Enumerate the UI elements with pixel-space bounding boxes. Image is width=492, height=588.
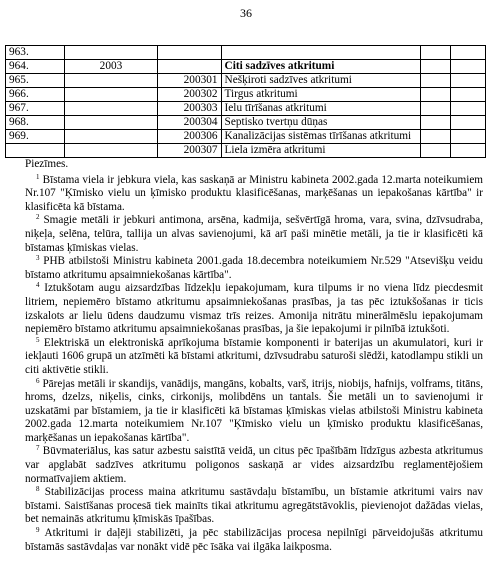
empty-cell — [421, 60, 451, 74]
footnote-mark: 7 — [36, 444, 40, 453]
notes-section — [25, 158, 483, 554]
waste-name-cell: Tirgus atkritumi — [221, 88, 421, 102]
row-number-cell: 963. — [6, 46, 65, 60]
footnote-text: Atkritumi ir daļēji stabilizēti, ja pēc stabilizācijas procesa nepilnīgi pārveidojušās atkritumu bīstamās sastāvdaļas var nonākt vidē pēc īsāka vai ilgāka laikposma. — [25, 527, 483, 553]
footnote-text: Bīstama viela ir jebkura viela, kas saskaņā ar Ministru kabineta 2002.gada 12.marta noteikumiem Nr.107 "Ķīmisko vielu un ķīmisko produktu klasificēšanas, marķēšanas un iepakošanas kārtība" ir klasificēta kā bīstama. — [25, 173, 483, 213]
footnote-text: Būvmateriālus, kas satur azbestu saistītā veidā, un citus pēc īpašībām līdzīgus azbesta atkritumus var apglabāt sadzīves atkritumu poligonos saskaņā ar vides aizsardzību reglamentējošiem normatīvajiem aktiem. — [25, 445, 484, 485]
footnote-text: Smagie metāli ir jebkuri antimona, arsēna, kadmija, sešvērtīgā hroma, vara, svina, dzīvsudraba, niķeļa, selēna, telūra, tallija un alvas savienojumi, kā arī paši minētie metāli, ja tie ir klasificēti kā bīstamas ķīmiskas vielas. — [25, 214, 483, 254]
waste-name-cell: Septisko tvertņu dūņas — [221, 116, 421, 130]
waste-name-cell: Ielu tīrīšanas atkritumi — [221, 102, 421, 116]
footnote — [25, 486, 483, 527]
group-code-cell — [64, 74, 157, 88]
row-number-cell — [6, 144, 65, 158]
footnote — [25, 174, 483, 215]
table-row — [6, 102, 486, 116]
empty-cell — [421, 116, 451, 130]
empty-cell — [450, 116, 485, 130]
waste-code-cell: 200301 — [157, 74, 221, 88]
empty-cell — [450, 102, 485, 116]
footnote-text: Pārejas metāli ir skandijs, vanādijs, mangāns, kobalts, varš, itrijs, niobijs, hafnijs, volframs, titāns, hroms, dzelzs, niķelis, cinks, cirkonijs, molibdēns un tantals. Šie metāli un to savienojumi ir uzskatāmi par bīstamiem, ja tie ir klasificēti kā bīstamas ķīmiskas vielas atbilstoši Ministru kabineta 2002.gada 12.marta noteikumiem Nr.107 "Ķīmisko vielu un ķīmisko produktu klasificēšanas, marķēšanas un iepakošanas kārtība". — [25, 377, 484, 444]
row-number-cell: 964. — [6, 60, 65, 74]
row-number-cell: 966. — [6, 88, 65, 102]
group-code-cell — [64, 88, 157, 102]
footnote — [25, 214, 483, 255]
footnote — [25, 378, 483, 446]
row-number-cell: 968. — [6, 116, 65, 130]
empty-cell — [421, 74, 451, 88]
group-code-cell — [64, 116, 157, 130]
waste-name-cell: Citi sadzīves atkritumi — [221, 60, 421, 74]
waste-name-cell: Nešķiroti sadzīves atkritumi — [221, 74, 421, 88]
waste-code-cell: 200304 — [157, 116, 221, 130]
empty-cell — [421, 102, 451, 116]
empty-cell — [421, 144, 451, 158]
footnote-text: Iztukšotam augu aizsardzības līdzekļu iepakojumam, kura tilpums ir no viena līdz piecdesmit litriem, nepiemēro bīstamo atkritumu apsaimniekošanas prasības, ja tas pēc iztukšošanas ir ticis izskalots ar lielu ūdens daudzumu vismaz trīs reizes. Amonija nitrātu minerālmēslu iepakojumam nepiemēro bīstamo atkritumu apsaimniekošanas prasības, ja šie iepakojumi ir pilnībā iztukšoti. — [25, 282, 483, 336]
footnote-text: Elektriskā un elektroniskā aprīkojuma bīstamie komponenti ir baterijas un akumulatori, kuri ir iekļauti 1606 grupā un atzīmēti kā bīstami atkritumi, dzīvsudrabu saturoši slēdži, katodlampu stikli un citi aktivētie stikli. — [25, 336, 484, 376]
table-row — [6, 60, 486, 74]
group-code-cell — [64, 46, 157, 60]
table-row — [6, 144, 486, 158]
footnote — [25, 282, 483, 336]
table-row — [6, 74, 486, 88]
waste-code-cell: 200303 — [157, 102, 221, 116]
empty-cell — [450, 46, 485, 60]
footnote — [25, 337, 483, 378]
footnote-mark: 5 — [36, 335, 40, 344]
footnote-mark: 1 — [36, 172, 40, 181]
empty-cell — [450, 60, 485, 74]
row-number-cell: 967. — [6, 102, 65, 116]
waste-code-cell — [157, 60, 221, 74]
row-number-cell: 969. — [6, 130, 65, 144]
group-code-cell — [64, 144, 157, 158]
waste-code-cell: 200306 — [157, 130, 221, 144]
footnote-mark: 9 — [36, 526, 40, 535]
footnote — [25, 445, 483, 486]
footnote-text: Stabilizācijas process maina atkritumu sastāvdaļu bīstamību, un bīstamie atkritumi vairs nav bīstami. Saistīšanas procesā tiek mainīts tikai atkritumu agregātstāvoklis, pievienojot dažādas vielas, bet nemainās atkritumu ķīmiskās īpašības. — [25, 486, 483, 526]
group-code-cell — [64, 130, 157, 144]
footnote — [25, 527, 483, 554]
footnote-mark: 3 — [36, 254, 40, 263]
table-body — [6, 46, 486, 158]
waste-table — [5, 45, 486, 158]
notes-list — [25, 174, 483, 555]
table-row — [6, 116, 486, 130]
footnote-mark: 6 — [36, 376, 40, 385]
waste-name-cell: Kanalizācijas sistēmas tīrīšanas atkritumi — [221, 130, 421, 144]
group-code-cell — [64, 102, 157, 116]
footnote — [25, 255, 483, 282]
footnote-mark: 2 — [36, 213, 40, 222]
row-number-cell: 965. — [6, 74, 65, 88]
waste-name-cell: Liela izmēra atkritumi — [221, 144, 421, 158]
waste-code-cell: 200302 — [157, 88, 221, 102]
page-number: 36 — [240, 6, 252, 20]
footnote-mark: 8 — [36, 485, 40, 494]
empty-cell — [450, 74, 485, 88]
empty-cell — [450, 88, 485, 102]
waste-code-cell — [157, 46, 221, 60]
empty-cell — [421, 88, 451, 102]
waste-code-cell: 200307 — [157, 144, 221, 158]
empty-cell — [421, 130, 451, 144]
table-row — [6, 130, 486, 144]
table-row — [6, 88, 486, 102]
footnote-mark: 4 — [36, 281, 40, 290]
group-code-cell: 2003 — [64, 60, 157, 74]
table-row — [6, 46, 486, 60]
empty-cell — [421, 46, 451, 60]
empty-cell — [450, 144, 485, 158]
empty-cell — [450, 130, 485, 144]
waste-name-cell — [221, 46, 421, 60]
footnote-text: PHB atbilstoši Ministru kabineta 2001.gada 18.decembra noteikumiem Nr.529 "Atsevišķu veidu bīstamo atkritumu apsaimniekošanas kārtība". — [25, 255, 483, 281]
notes-heading: Piezīmes. — [25, 158, 69, 170]
